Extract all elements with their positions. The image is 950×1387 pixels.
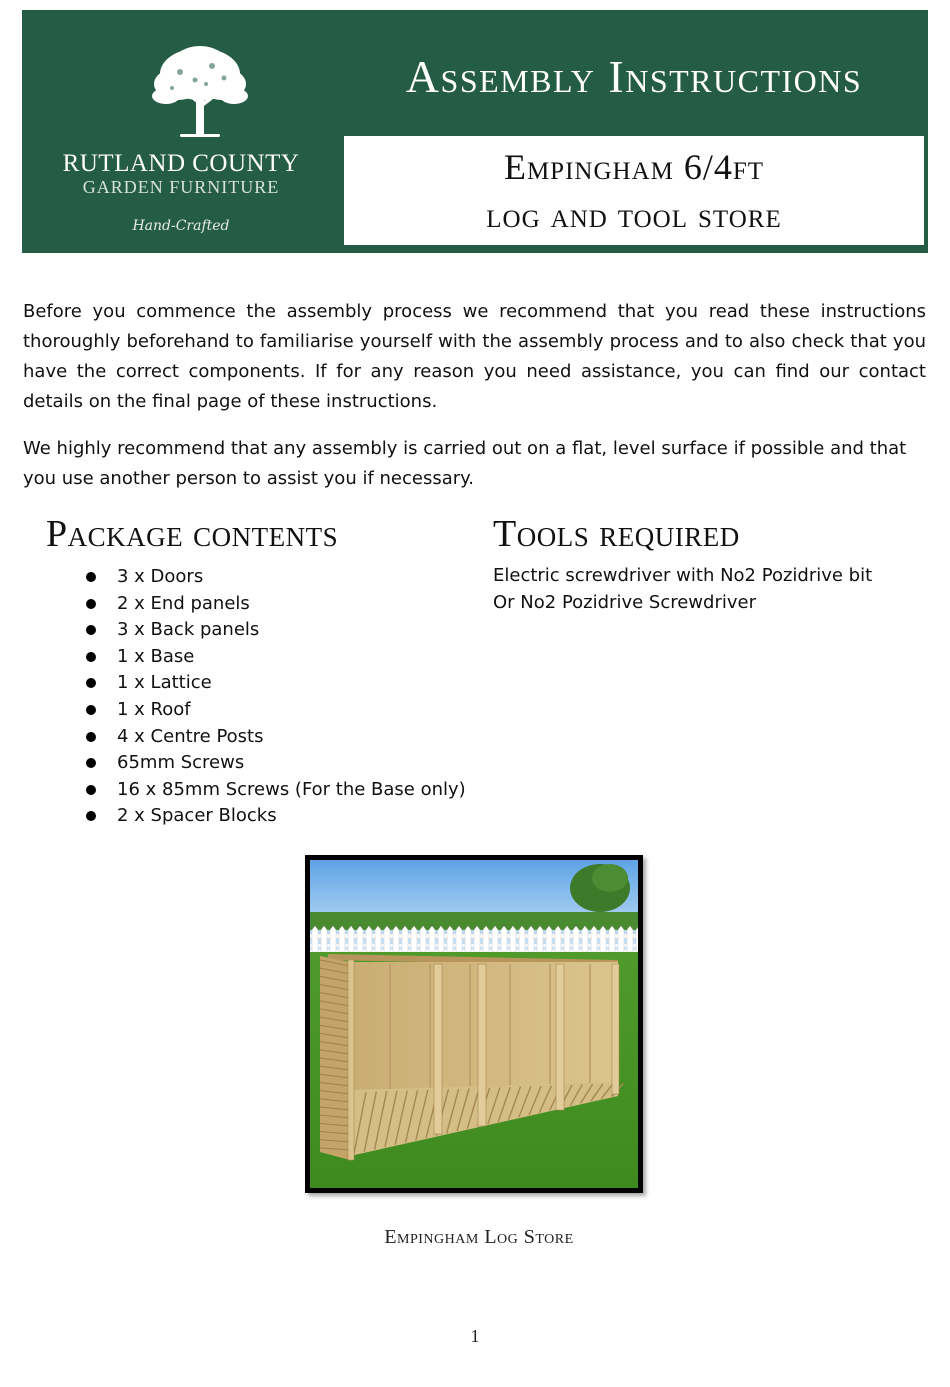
bullet-icon xyxy=(86,652,96,662)
tree-icon xyxy=(150,44,250,140)
page-number: 1 xyxy=(470,1326,480,1346)
bullet-icon xyxy=(86,705,96,715)
bullet-icon xyxy=(86,678,96,688)
brand-name: RUTLAND COUNTY xyxy=(62,150,300,177)
product-title-line2: log and tool store xyxy=(486,195,782,235)
intro-paragraph-2: We highly recommend that any assembly is carried out on a flat, level surface if possible and that you use another person to assist you if necessary. xyxy=(23,438,907,489)
bullet-icon xyxy=(86,785,96,795)
photo-caption: Empingham Log Store xyxy=(384,1226,574,1248)
list-item xyxy=(84,644,466,671)
list-item-label: 1 x Roof xyxy=(117,698,191,720)
list-item xyxy=(84,670,466,697)
tools-required-text xyxy=(493,563,872,616)
brand-logo xyxy=(22,10,340,253)
list-item-label: 3 x Doors xyxy=(117,566,204,587)
page-title: Assembly Instructions xyxy=(405,51,863,102)
list-item-label: 65mm Screws xyxy=(117,752,245,774)
tools-line-1: Electric screwdriver with No2 Pozidrive bit xyxy=(493,565,873,586)
list-item xyxy=(84,591,466,618)
log-store-illustration xyxy=(310,860,638,1188)
list-item xyxy=(84,750,466,777)
header-banner xyxy=(22,10,928,253)
package-contents-list xyxy=(84,564,466,830)
bullet-icon xyxy=(86,572,96,582)
list-item-label: 1 x Lattice xyxy=(117,672,212,694)
brand-subname: GARDEN FURNITURE xyxy=(82,177,280,197)
product-photo xyxy=(305,855,643,1193)
list-item-label: 2 x End panels xyxy=(117,592,250,614)
list-item-label: 3 x Back panels xyxy=(117,619,260,641)
list-item xyxy=(84,724,466,751)
list-item xyxy=(84,564,466,591)
list-item xyxy=(84,803,466,830)
list-item-label: 2 x Spacer Blocks xyxy=(117,805,277,827)
bullet-icon xyxy=(86,732,96,742)
list-item xyxy=(84,777,466,804)
list-item-label: 1 x Base xyxy=(117,645,195,667)
package-contents-heading: Package contents xyxy=(46,513,339,555)
product-title-box xyxy=(344,136,924,248)
intro-paragraph-1: Before you commence the assembly process we recommend that you read these instructions thoroughly beforehand to familiarise yourself with the assembly process and to also check that you have the correct components. If for any reason you need assistance, you can find our contact details on the final page of these instructions. xyxy=(23,301,926,412)
product-title-line1: Empingham 6/4ft xyxy=(503,147,765,187)
list-item-label: 4 x Centre Posts xyxy=(117,725,264,747)
bullet-icon xyxy=(86,625,96,635)
list-item xyxy=(84,697,466,724)
bullet-icon xyxy=(86,599,96,609)
bullet-icon xyxy=(86,811,96,821)
brand-tagline: Hand-Crafted xyxy=(132,218,230,234)
tools-line-2: Or No2 Pozidrive Screwdriver xyxy=(493,591,756,613)
list-item xyxy=(84,617,466,644)
bullet-icon xyxy=(86,758,96,768)
list-item-label: 16 x 85mm Screws (For the Base only) xyxy=(117,778,466,800)
tools-required-heading: Tools required xyxy=(493,513,740,555)
